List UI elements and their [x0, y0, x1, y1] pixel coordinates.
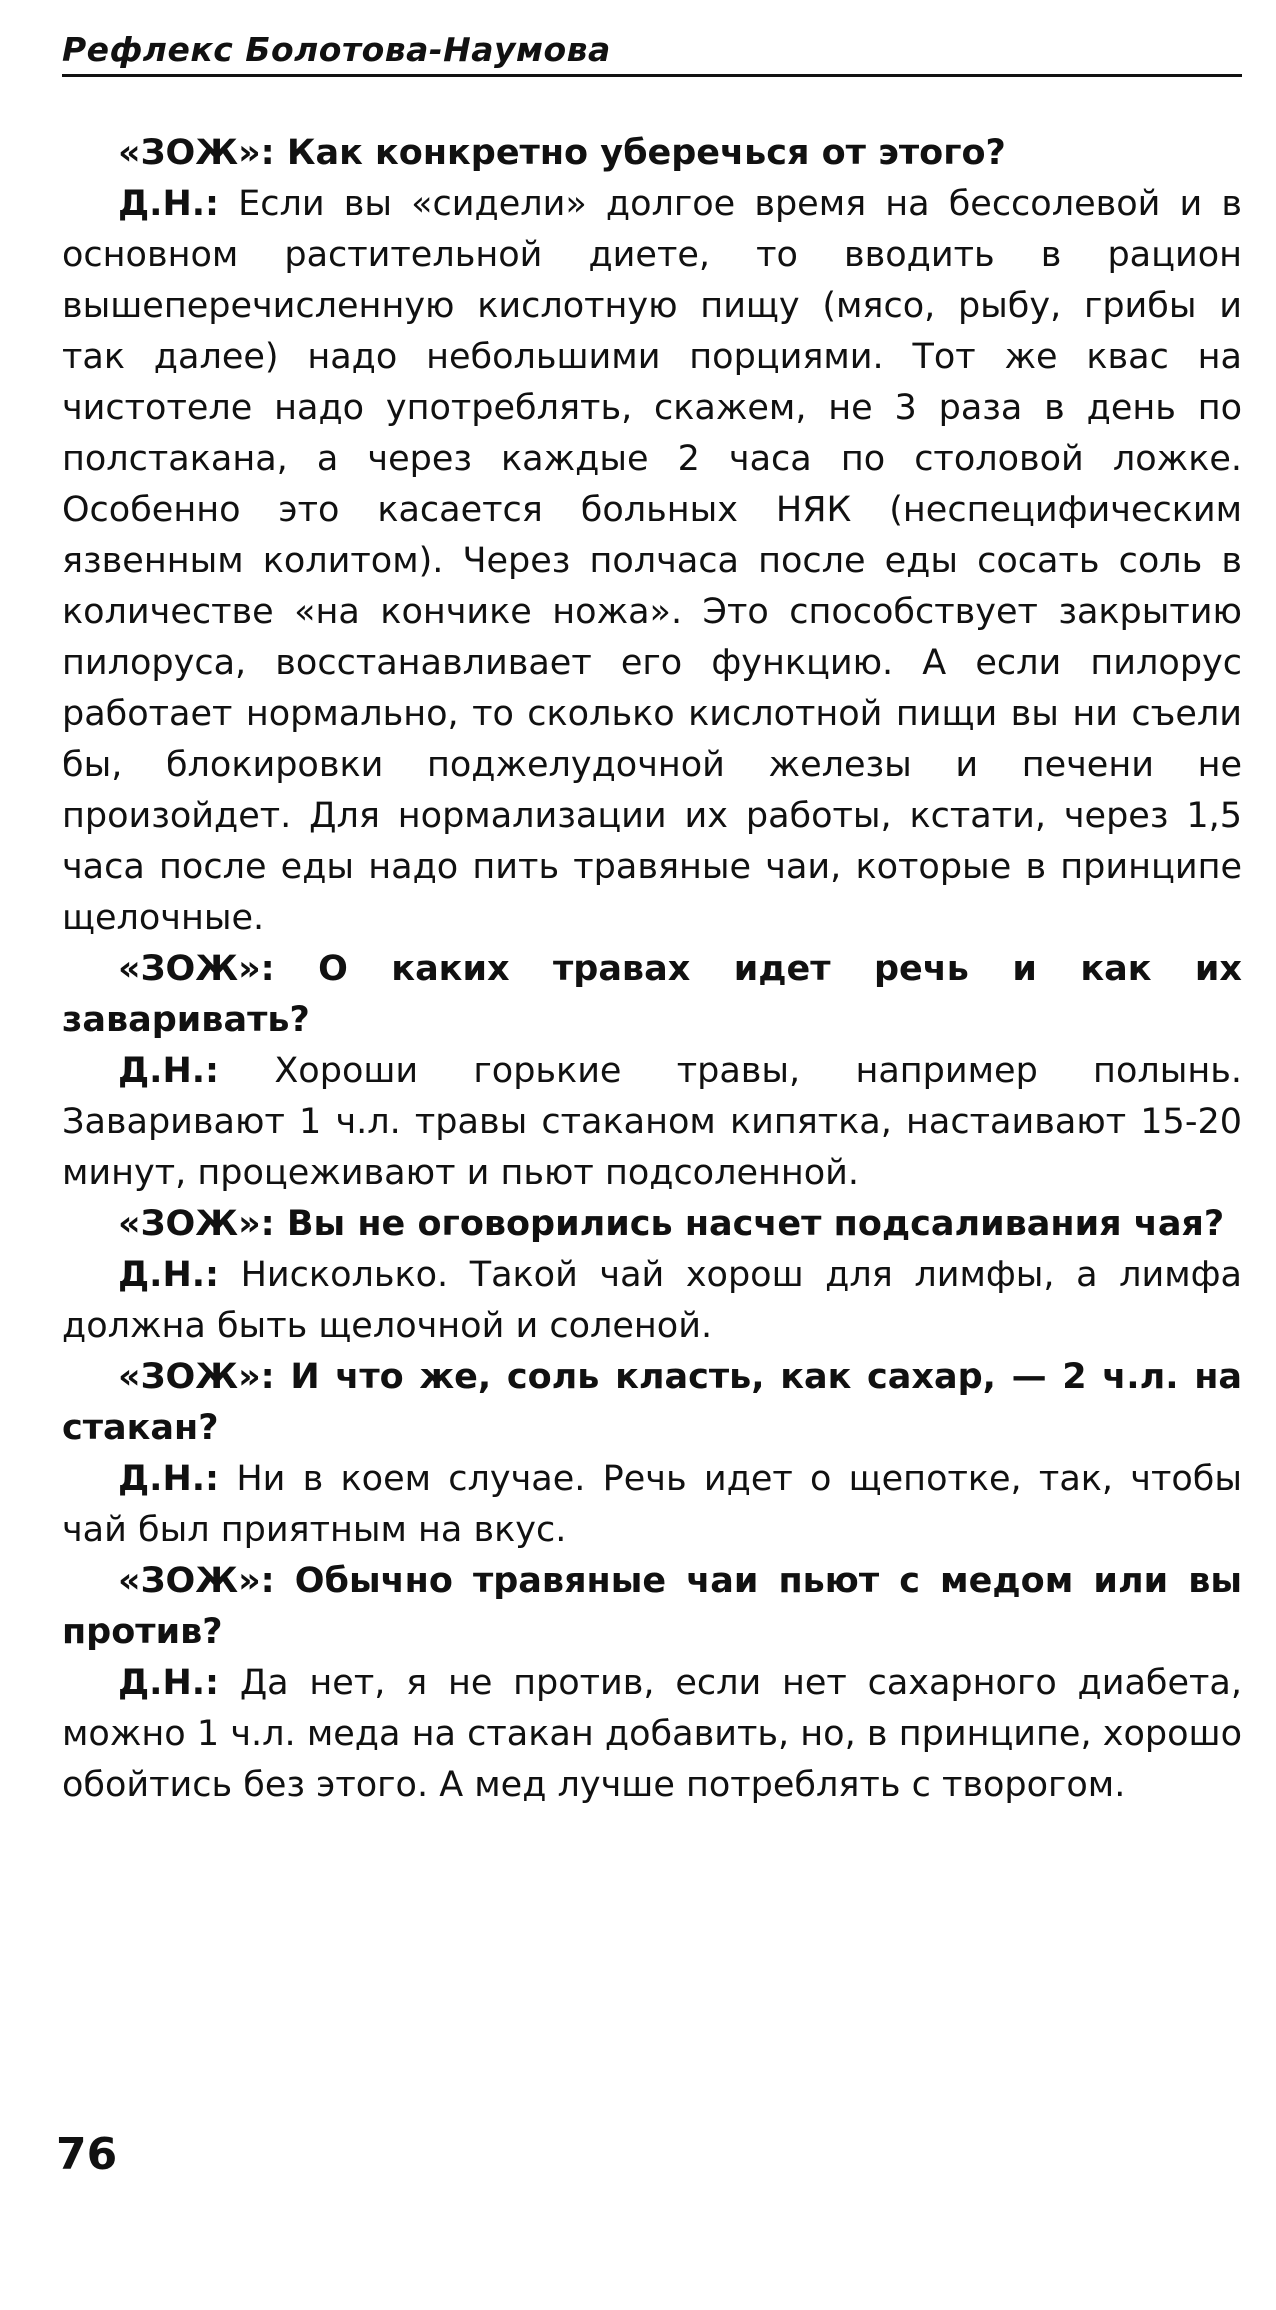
header-rule	[62, 74, 1242, 77]
page-body	[62, 128, 1242, 1811]
question-5: «ЗОЖ»: Обычно травяные чаи пьют с медом или вы против?	[62, 1561, 1242, 1652]
answer-1	[62, 179, 1242, 944]
answer-5	[62, 1658, 1242, 1811]
answer-1-text: Если вы «сидели» долгое время на бессолевой и в основном растительной диете, то вводить в рацион вышеперечисленную кислотную пищу (мясо, рыбу, грибы и так далее) надо небольшими порциями. Тот же квас на чистотеле надо употреблять, скажем, не 3 раза в день по полстакана, а через каждые 2 часа по столовой ложке. Особенно это касается больных НЯК (неспецифическим язвенным колитом). Через полчаса после еды сосать соль в количестве «на кончике ножа». Это способствует закрытию пилоруса, восстанавливает его функцию. А если пилорус работает нормально, то сколько кислотной пищи вы ни съели бы, блокировки поджелудочной железы и печени не произойдет. Для нормализации их работы, кстати, через 1,5 часа после еды надо пить травяные чаи, которые в принципе щелочные.	[62, 184, 1242, 938]
page-number: 76	[56, 2129, 118, 2180]
running-title: Рефлекс Болотова-Наумова	[62, 30, 611, 69]
answer-3-speaker: Д.Н.:	[118, 1255, 220, 1295]
answer-2-text: Хороши горькие травы, например полынь. Заваривают 1 ч.л. травы стаканом кипятка, настаивают 15-20 минут, процеживают и пьют подсоленной.	[62, 1051, 1242, 1193]
answer-3	[62, 1250, 1242, 1352]
answer-4-text: Ни в коем случае. Речь идет о щепотке, так, чтобы чай был приятным на вкус.	[62, 1459, 1242, 1550]
answer-5-speaker: Д.Н.:	[118, 1663, 220, 1703]
answer-4	[62, 1454, 1242, 1556]
question-4: «ЗОЖ»: И что же, соль класть, как сахар, — 2 ч.л. на стакан?	[62, 1357, 1242, 1448]
answer-2	[62, 1046, 1242, 1199]
answer-2-speaker: Д.Н.:	[118, 1051, 220, 1091]
answer-5-text: Да нет, я не против, если нет сахарного диабета, можно 1 ч.л. меда на стакан добавить, но, в принципе, хорошо обойтись без этого. А мед лучше потреблять с творогом.	[62, 1663, 1242, 1805]
question-1: «ЗОЖ»: Как конкретно уберечься от этого?	[118, 133, 1006, 173]
question-3: «ЗОЖ»: Вы не оговорились насчет подсаливания чая?	[118, 1204, 1225, 1244]
question-2: «ЗОЖ»: О каких травах идет речь и как их заваривать?	[62, 949, 1242, 1040]
answer-3-text: Нисколько. Такой чай хорош для лимфы, а лимфа должна быть щелочной и соленой.	[62, 1255, 1242, 1346]
answer-4-speaker: Д.Н.:	[118, 1459, 220, 1499]
answer-1-speaker: Д.Н.:	[118, 184, 220, 224]
